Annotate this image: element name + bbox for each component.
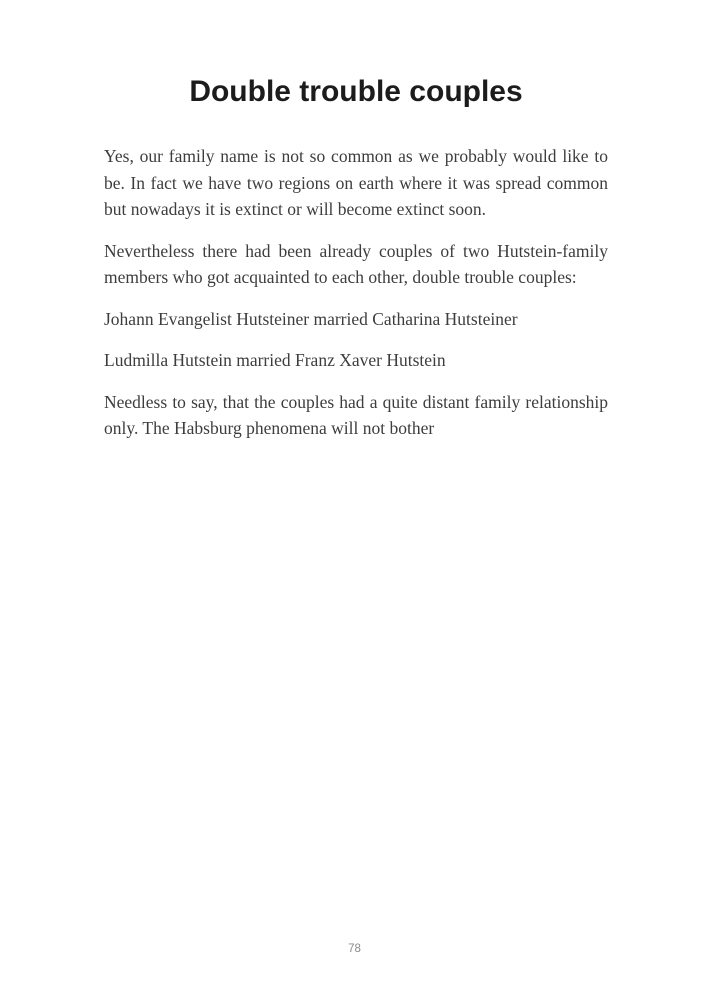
body-paragraph: Nevertheless there had been already couples of two Hutstein-family members who got acquainted to each other, double trouble couples: bbox=[104, 240, 608, 287]
body-paragraph: Johann Evangelist Hutsteiner married Catharina Hutsteiner bbox=[104, 308, 518, 329]
page-title: Double trouble couples bbox=[189, 75, 523, 108]
page-number: 78 bbox=[348, 943, 361, 955]
body-paragraph: Ludmilla Hutstein married Franz Xaver Hutstein bbox=[104, 350, 446, 370]
body-text-block bbox=[104, 143, 608, 442]
body-paragraph: Yes, our family name is not so common as we probably would like to be. In fact we have two regions on earth where it was spread common but nowadays it is extinct or will become extinct soon. bbox=[104, 146, 608, 219]
body-paragraph: Needless to say, that the couples had a quite distant family relationship only. The Habsburg phenomena will not bother bbox=[104, 391, 608, 438]
